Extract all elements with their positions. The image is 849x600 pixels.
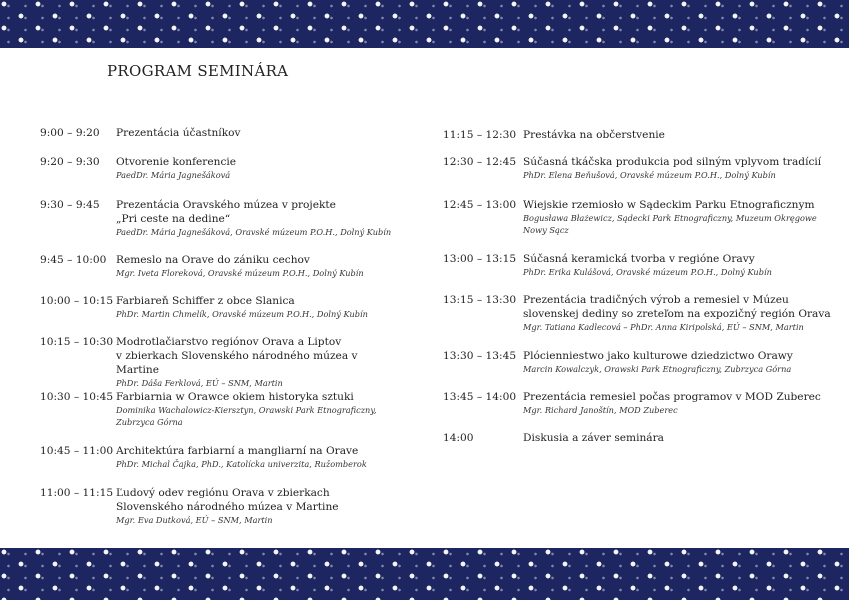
- program-item: [40, 253, 400, 279]
- program-item-content: [116, 335, 400, 389]
- program-item-content: [523, 198, 833, 236]
- talk-title-line: Farbiarnia w Orawce okiem historyka sztuki: [116, 391, 354, 403]
- time-slot: 12:45 – 13:00: [443, 199, 517, 211]
- program-item-content: [523, 390, 833, 416]
- speaker-line: Dominika Wachalowicz-Kiersztyn, Orawski Park Etnograficzny,: [116, 405, 377, 415]
- time-slot: 10:30 – 10:45: [40, 391, 114, 403]
- talk-title-line: slovenskej dediny so zreteľom na expozičný región Orava: [523, 308, 831, 320]
- time-slot: 10:15 – 10:30: [40, 336, 114, 348]
- program-item: [443, 155, 833, 181]
- program-item-content: [523, 155, 833, 181]
- talk-title-line: Diskusia a záver seminára: [523, 432, 664, 444]
- speaker-line: Mgr. Tatiana Kadlecová – PhDr. Anna Kiripolská, EÚ – SNM, Martin: [523, 322, 804, 332]
- time-slot: 9:00 – 9:20: [40, 127, 100, 139]
- program-item-content: [523, 349, 833, 375]
- time-slot: 13:00 – 13:15: [443, 253, 517, 265]
- talk-title-line: Plócienniestwo jako kulturowe dziedzictwo Orawy: [523, 350, 793, 362]
- talk-title-line: Ľudový odev regiónu Orava v zbierkach: [116, 487, 330, 499]
- time-slot: 10:00 – 10:15: [40, 295, 114, 307]
- time-slot: 10:45 – 11:00: [40, 445, 114, 457]
- program-item: [40, 335, 400, 389]
- talk-title-line: Prezentácia remesiel počas programov v MOD Zuberec: [523, 391, 821, 403]
- program-item-content: [523, 252, 833, 278]
- speaker-line: Zubrzyca Górna: [116, 417, 183, 427]
- talk-title-line: Remeslo na Orave do zániku cechov: [116, 254, 310, 266]
- talk-title-line: Prestávka na občerstvenie: [523, 129, 665, 141]
- time-slot: 9:20 – 9:30: [40, 156, 100, 168]
- program-item-content: [523, 293, 833, 333]
- talk-title-line: Otvorenie konferencie: [116, 156, 237, 168]
- program-item-content: [116, 444, 400, 470]
- program-item: [443, 293, 833, 333]
- speaker-line: PhDr. Martin Chmelík, Oravské múzeum P.O.H., Dolný Kubín: [116, 309, 368, 319]
- speaker-line: Mgr. Eva Dutková, EÚ – SNM, Martin: [116, 515, 273, 525]
- program-item-content: [116, 198, 400, 238]
- program-item: [40, 486, 400, 526]
- time-slot: 11:00 – 11:15: [40, 487, 114, 499]
- talk-title-line: Prezentácia tradičných výrob a remesiel v Múzeu: [523, 294, 789, 306]
- talk-title-line: Prezentácia Oravského múzea v projekte: [116, 199, 336, 211]
- speaker-line: PhDr. Dáša Ferklová, EÚ – SNM, Martin: [116, 378, 283, 388]
- program-item: [40, 155, 400, 181]
- speaker-line: Mgr. Richard Janoštín, MOD Zuberec: [523, 405, 678, 415]
- talk-title-line: Súčasná tkáčska produkcia pod silným vplyvom tradícií: [523, 156, 822, 168]
- speaker-line: Mgr. Iveta Floreková, Oravské múzeum P.O.H., Dolný Kubín: [116, 268, 364, 278]
- talk-title-line: Slovenského národného múzea v Martine: [116, 501, 339, 513]
- talk-title-line: Architektúra farbiarní a mangliarní na Orave: [116, 445, 359, 457]
- talk-title-line: „Pri ceste na dedine“: [116, 213, 231, 225]
- page-title: PROGRAM SEMINÁRA: [107, 62, 289, 80]
- program-item: [40, 198, 400, 238]
- program-item: [443, 198, 833, 236]
- speaker-line: PhDr. Michal Čajka, PhD., Katolícka univerzita, Ružomberok: [116, 459, 367, 469]
- speaker-line: PaedDr. Mária Jagnešáková, Oravské múzeum P.O.H., Dolný Kubín: [116, 227, 392, 237]
- talk-title-line: Wiejskie rzemiosło w Sądeckim Parku Etnograficznym: [523, 199, 815, 211]
- program-item-content: [523, 128, 833, 142]
- program-item: [40, 444, 400, 470]
- talk-title-line: Prezentácia účastníkov: [116, 127, 241, 139]
- top-folk-pattern-band: [0, 0, 849, 48]
- talk-title-line: Modrotlačiarstvo regiónov Orava a Liptov: [116, 336, 342, 348]
- program-item: [40, 390, 400, 428]
- program-item-content: [116, 126, 400, 140]
- program-item: [443, 431, 833, 445]
- time-slot: 11:15 – 12:30: [443, 129, 517, 141]
- program-item-content: [523, 431, 833, 445]
- speaker-line: Bogusława Błażewicz, Sądecki Park Etnograficzny, Muzeum Okręgowe: [523, 213, 817, 223]
- speaker-line: PhDr. Erika Kulášová, Oravské múzeum P.O.H., Dolný Kubín: [523, 267, 772, 277]
- program-item-content: [116, 390, 400, 428]
- time-slot: 12:30 – 12:45: [443, 156, 517, 168]
- time-slot: 13:30 – 13:45: [443, 350, 517, 362]
- speaker-line: PaedDr. Mária Jagnešáková: [116, 170, 231, 180]
- program-item: [40, 126, 400, 140]
- time-slot: 9:30 – 9:45: [40, 199, 100, 211]
- talk-title-line: v zbierkach Slovenského národného múzea v Martine: [116, 350, 358, 376]
- program-item-content: [116, 294, 400, 320]
- time-slot: 13:45 – 14:00: [443, 391, 517, 403]
- time-slot: 9:45 – 10:00: [40, 254, 107, 266]
- speaker-line: PhDr. Elena Beňušová, Oravské múzeum P.O.H., Dolný Kubín: [523, 170, 776, 180]
- program-item-content: [116, 253, 400, 279]
- program-item: [443, 252, 833, 278]
- program-item: [443, 390, 833, 416]
- program-item: [443, 128, 833, 142]
- speaker-line: Marcin Kowalczyk, Orawski Park Etnograficzny, Zubrzyca Górna: [523, 364, 792, 374]
- time-slot: 14:00: [443, 432, 474, 444]
- program-item: [443, 349, 833, 375]
- program-item-content: [116, 155, 400, 181]
- time-slot: 13:15 – 13:30: [443, 294, 517, 306]
- program-item-content: [116, 486, 400, 526]
- bottom-folk-pattern-band: [0, 548, 849, 600]
- speaker-line: Nowy Sącz: [523, 225, 569, 235]
- talk-title-line: Súčasná keramická tvorba v regióne Oravy: [523, 253, 755, 265]
- talk-title-line: Farbiareň Schiffer z obce Slanica: [116, 295, 295, 307]
- program-item: [40, 294, 400, 320]
